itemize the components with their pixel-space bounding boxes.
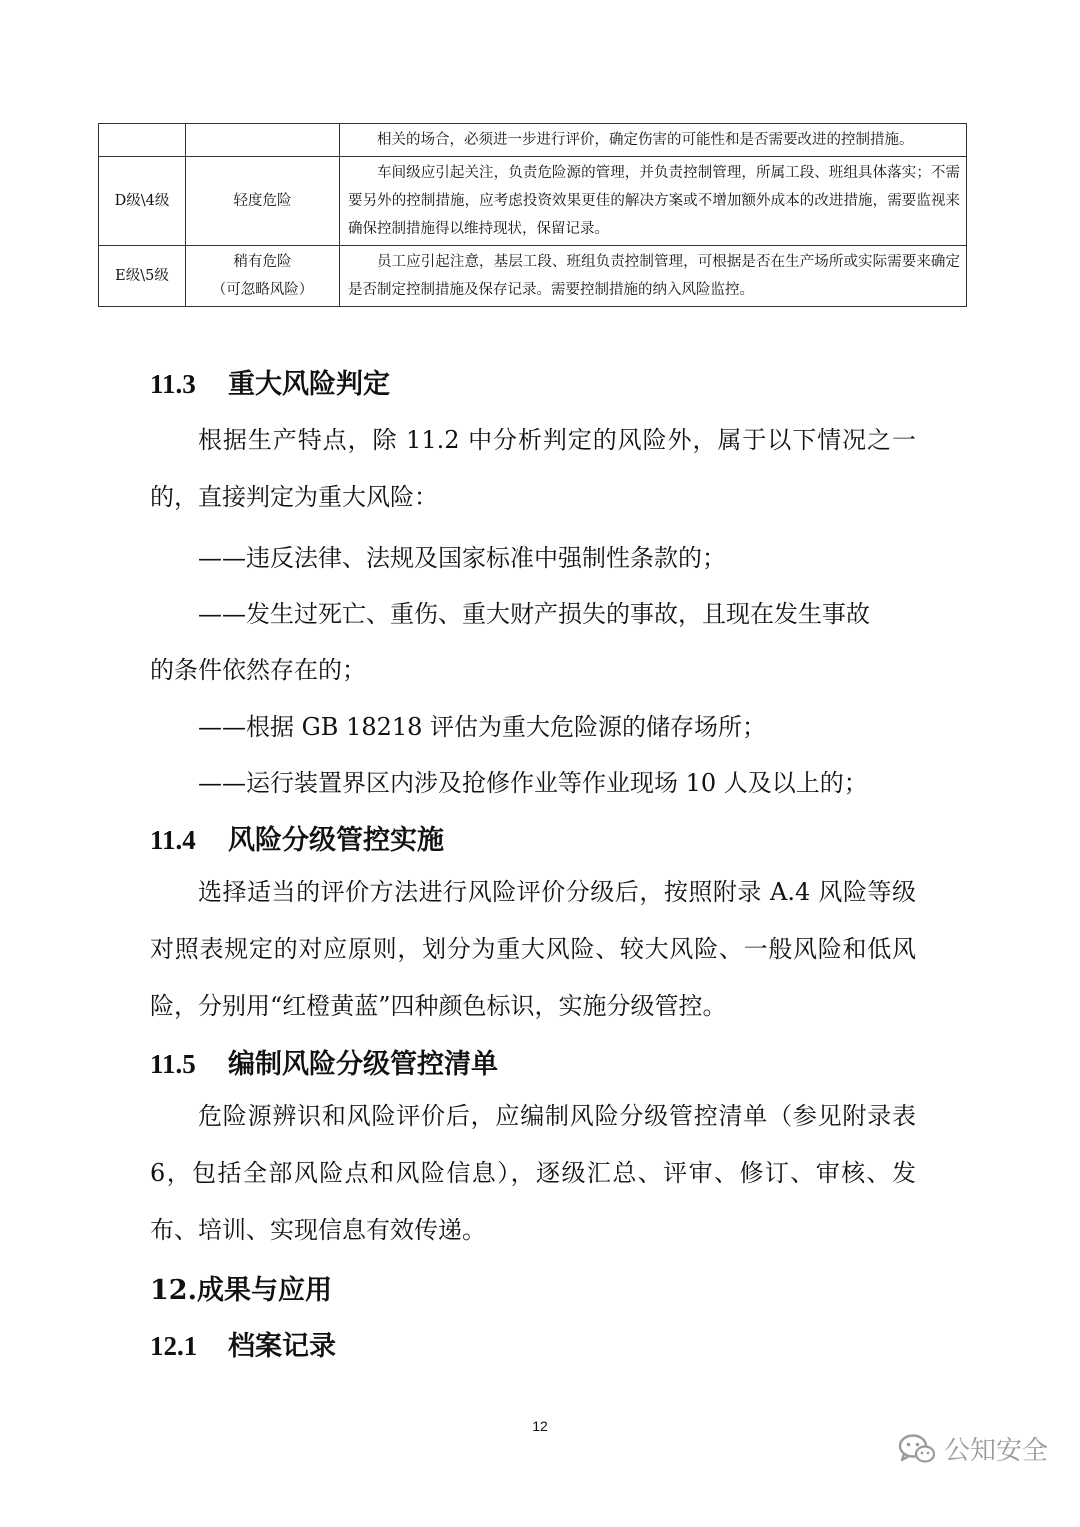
category-cell [186,124,340,157]
paragraph: 危险源辨识和风险评价后，应编制风险分级管控清单（参见附录表 6，包括全部风险点和风险信息），逐级汇总、评审、修订、审核、发布、培训、实现信息有效传递。 [150,1102,916,1244]
list-item: ——发生过死亡、重伤、重大财产损失的事故，且现在发生事故 [198,600,870,628]
section-number: 11.3 [150,369,196,399]
section-heading-12-1 [150,1324,336,1363]
level-cell: D级\4级 [99,157,186,246]
section-title: 风险分级管控实施 [228,825,444,856]
category-line: （可忽略风险） [211,282,314,298]
section-title: 编制风险分级管控清单 [228,1049,498,1080]
table-row [99,157,967,246]
description-cell [340,157,967,246]
section-title: 档案记录 [228,1331,336,1362]
watermark-text: 公知安全 [944,1436,1049,1466]
category-cell [186,246,340,307]
section-title: 重大风险判定 [228,369,390,400]
list-item-continuation: 的条件依然存在的； [150,656,366,684]
category-cell: 轻度危险 [186,157,340,246]
description-cell [340,246,967,307]
table-row [99,124,967,157]
section-heading-11-5 [150,1042,498,1081]
list-item: ——运行装置界区内涉及抢修作业等作业现场 10 人及以上的； [198,769,868,797]
category-line: 稍有危险 [233,254,292,270]
watermark [898,1430,1048,1467]
wechat-icon [898,1433,936,1465]
section-number: 12.1 [150,1331,198,1361]
description-cell [340,124,967,157]
description-text: 车间级应引起关注，负责危险源的管理，并负责控制管理，所属工段、班组具体落实；不需要另外的控制措施，应考虑投资效果更佳的解决方案或不增加额外成本的改进措施，需要监视来确保控制措施得以维持现状，保留记录。 [348,165,960,237]
chapter-heading-12: 12.成果与应用 [150,1275,332,1306]
page-number: 12 [532,1418,548,1434]
level-cell [99,124,186,157]
section-heading-11-4 [150,818,444,857]
paragraph: 选择适当的评价方法进行风险评价分级后，按照附录 A.4 风险等级对照表规定的对应原则，划分为重大风险、较大风险、一般风险和低风险，分别用“红橙黄蓝”四种颜色标识，实施分级管控。 [150,878,916,1020]
paragraph: 根据生产特点，除 11.2 中分析判定的风险外，属于以下情况之一的，直接判定为重大风险： [150,426,916,511]
risk-level-table [98,123,967,307]
list-item: ——根据 GB 18218 评估为重大危险源的储存场所； [198,713,767,741]
description-text: 相关的场合，必须进一步进行评价，确定伤害的可能性和是否需要改进的控制措施。 [377,132,914,148]
table-row [99,246,967,307]
section-heading-11-3 [150,362,390,401]
list-item: ——违反法律、法规及国家标准中强制性条款的； [198,544,726,572]
level-cell: E级\5级 [99,246,186,307]
section-number: 11.4 [150,825,196,855]
description-text: 员工应引起注意，基层工段、班组负责控制管理，可根据是否在生产场所或实际需要来确定是否制定控制措施及保存记录。需要控制措施的纳入风险监控。 [348,254,960,298]
section-number: 11.5 [150,1049,196,1079]
